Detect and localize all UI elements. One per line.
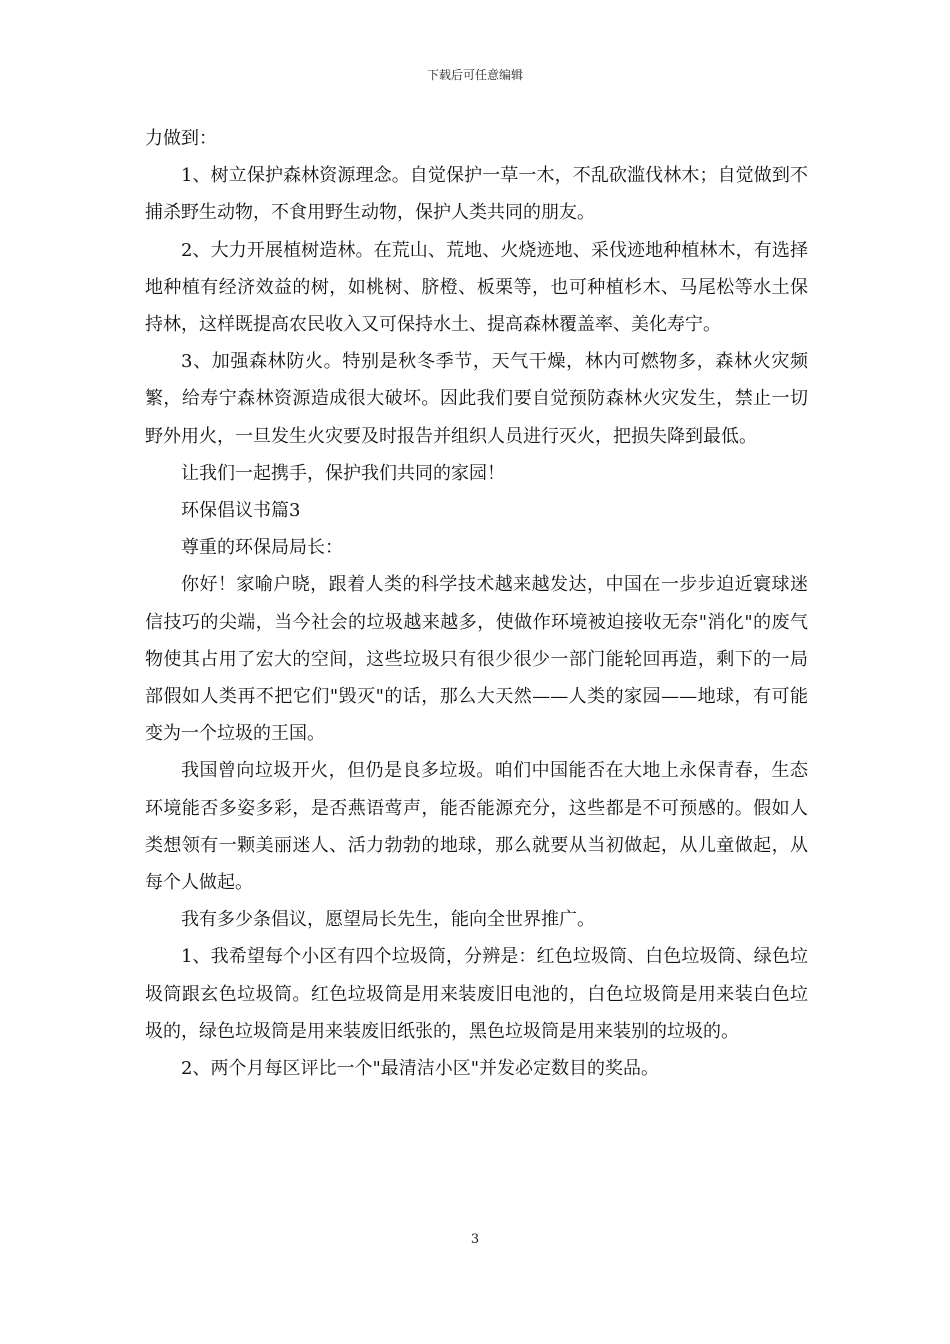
paragraph: 3、加强森林防火。特别是秋冬季节，天气干燥，林内可燃物多，森林火灾频繁，给寿宁森林资源造成很大破坏。因此我们要自觉预防森林火灾发生，禁止一切野外用火，一旦发生火灾要及时报告并组织人员进行灭火，把损失降到最低。: [145, 351, 808, 447]
header-note: 下载后可任意编辑: [426, 68, 523, 82]
document-body: [145, 120, 808, 1087]
section-heading: 环保倡议书篇3: [181, 500, 301, 522]
paragraph: 1、树立保护森林资源理念。自觉保护一草一木，不乱砍滥伐林木；自觉做到不捕杀野生动物，不食用野生动物，保护人类共同的朋友。: [145, 165, 808, 224]
paragraph: 让我们一起携手，保护我们共同的家园！: [181, 462, 505, 484]
paragraph: 2、两个月每区评比一个"最清洁小区"并发必定数目的奖品。: [181, 1058, 660, 1080]
page-number: 3: [470, 1232, 480, 1247]
paragraph: 2、大力开展植树造林。在荒山、荒地、火烧迹地、采伐迹地种植林木，有选择地种植有经济效益的树，如桃树、脐橙、板栗等，也可种植杉木、马尾松等水土保持林，这样既提高农民收入又可保持水土、提高森林覆盖率、美化寿宁。: [145, 239, 808, 336]
salutation: 尊重的环保局局长：: [181, 537, 343, 559]
paragraph: 我国曾向垃圾开火，但仍是良多垃圾。咱们中国能否在大地上永保青春，生态环境能否多姿多彩，是否燕语莺声，能否能源充分，这些都是不可预感的。假如人类想领有一颗美丽迷人、活力勃勃的地球，那么就要从当初做起，从儿童做起，从每个人做起。: [145, 760, 808, 894]
paragraph: 力做到：: [145, 128, 217, 149]
paragraph: 1、我希望每个小区有四个垃圾筒，分辨是：红色垃圾筒、白色垃圾筒、绿色垃圾筒跟玄色垃圾筒。红色垃圾筒是用来装废旧电池的，白色垃圾筒是用来装白色垃圾的，绿色垃圾筒是用来装废旧纸张的，黑色垃圾筒是用来装别的垃圾的。: [145, 946, 808, 1042]
paragraph: 我有多少条倡议，愿望局长先生，能向全世界推广。: [181, 909, 595, 931]
paragraph: 你好！家喻户晓，跟着人类的科学技术越来越发达，中国在一步步迫近寰球迷信技巧的尖端，当今社会的垃圾越来越多，使做作环境被迫接收无奈"消化"的废气物使其占用了宏大的空间，这些垃圾只有很少很少一部门能轮回再造，剩下的一局部假如人类再不把它们"毁灭"的话，那么大天然——人类的家园——地球，有可能变为一个垃圾的王国。: [145, 574, 808, 745]
